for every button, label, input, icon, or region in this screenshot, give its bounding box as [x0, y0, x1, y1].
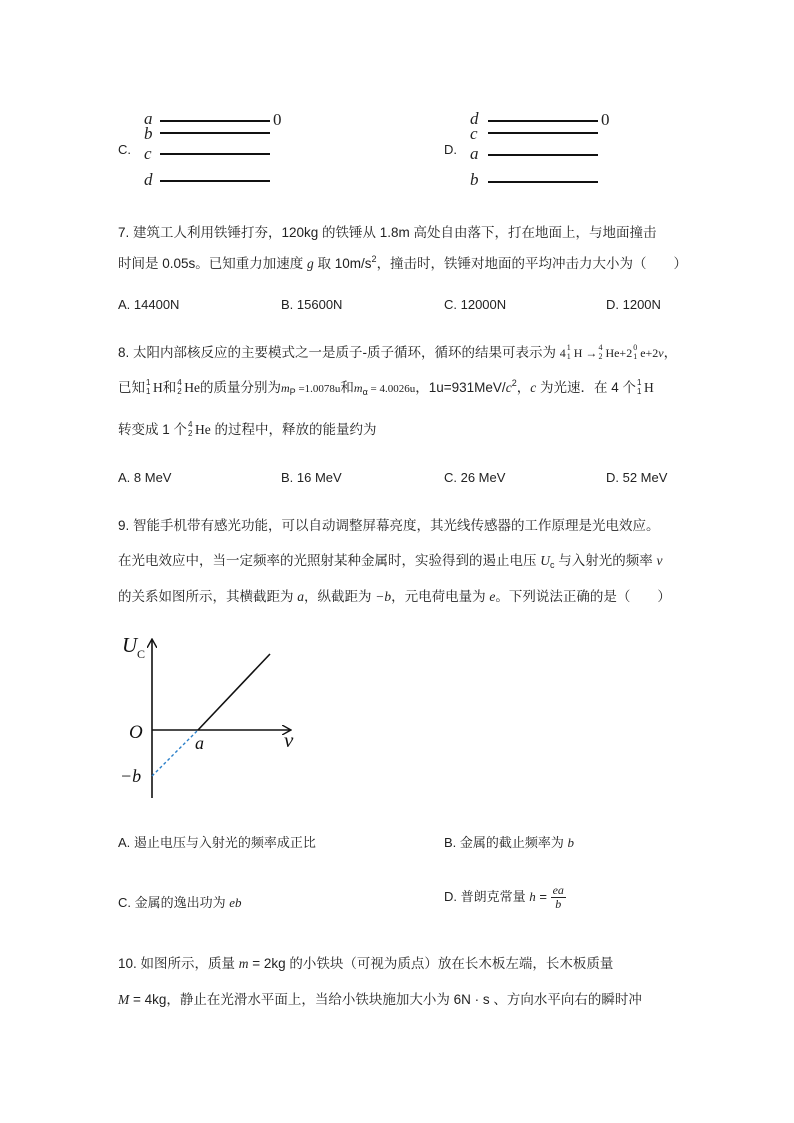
q8-option-a[interactable]: A. 8 MeV	[118, 470, 172, 485]
q9-stem-line1: 9. 智能手机带有感光功能，可以自动调整屏幕亮度，其光线传感器的工作原理是光电效应。	[118, 518, 660, 533]
q9-option-d[interactable]: D. 普朗克常量 h = $\frac{ea}{b}$	[444, 883, 564, 911]
x-axis-label: ν	[284, 728, 294, 752]
q9-stem-line2: 在光电效应中，当一定频率的光照射某种金属时，实验得到的遏止电压 $U_c$ 与入射光的频率 ν	[118, 553, 663, 570]
level-label: a	[470, 144, 479, 163]
energy-level-line	[488, 120, 598, 122]
level-label: b	[470, 170, 479, 189]
x-intercept-label: a	[195, 733, 204, 753]
level-label: b	[144, 124, 153, 143]
uc-line	[198, 654, 270, 730]
planck-fraction: $\frac{ea}{b}$	[552, 883, 564, 911]
energy-level-line	[488, 154, 598, 156]
q8-stem-line2: 已知 1 1 H和 4 2 He的质量分别为$m_P =1.0078u$和$m_\alpha = 4.0026u$，$1u=931MeV/c^2$，c 为光速．在 4 个 1 1 H	[118, 378, 654, 397]
q10-stem-line1: 10. 如图所示，质量 m = 2kg 的小铁块（可视为质点）放在长木板左端，长木板质量	[118, 956, 614, 971]
energy-level-line	[488, 132, 598, 134]
energy-level-line	[488, 181, 598, 183]
q7-stem-line1: 7. 建筑工人利用铁锤打夯，120kg 的铁锤从 1.8m 高处自由落下，打在地面上，与地面撞击	[118, 225, 657, 240]
q7-option-c[interactable]: C. 12000N	[444, 297, 507, 312]
q7-option-a[interactable]: A. 14400N	[118, 297, 180, 312]
q9-option-a[interactable]: A. 遏止电压与入射光的频率成正比	[118, 835, 316, 850]
energy-level-line	[160, 180, 270, 182]
energy-level-line	[160, 153, 270, 155]
origin-label: O	[129, 722, 143, 743]
extrapolated-dashed-line	[152, 730, 198, 776]
level-label: c	[144, 144, 152, 163]
q6-option-c-label: C.	[118, 142, 131, 157]
level-label: a	[144, 109, 153, 128]
level-label: c	[470, 124, 478, 143]
q8-option-b[interactable]: B. 16 MeV	[281, 470, 342, 485]
level-zero-label: 0	[601, 110, 610, 129]
q9-stem-line3: 的关系如图所示，其横截距为 a，纵截距为 −b，元电荷电量为 e。下列说法正确的是（ ）	[118, 589, 671, 604]
level-label: d	[144, 170, 153, 189]
q10-stem-line2: M = 4kg，静止在光滑水平面上，当给小铁块施加大小为 6N · s 、方向水平向右的瞬时冲	[118, 992, 642, 1007]
q7-stem-line2: 时间是 0.05s。已知重力加速度 g 取 $10m/s^2$，撞击时，铁锤对地面的平均冲击力大小为（ ）	[118, 254, 688, 271]
q8-option-d[interactable]: D. 52 MeV	[606, 470, 668, 485]
q9-option-c[interactable]: C. 金属的逸出功为 eb	[118, 895, 242, 910]
level-zero-label: 0	[273, 110, 282, 129]
q7-option-b[interactable]: B. 15600N	[281, 297, 343, 312]
q7-option-d[interactable]: D. 1200N	[606, 297, 661, 312]
y-axis-subscript: C	[137, 647, 146, 661]
q9-uc-nu-graph	[110, 620, 310, 805]
energy-level-line	[160, 132, 270, 134]
q9-option-b[interactable]: B. 金属的截止频率为 b	[444, 835, 575, 850]
q6-option-d-label: D.	[444, 142, 457, 157]
level-label: d	[470, 109, 479, 128]
y-intercept-label: −b	[120, 766, 142, 786]
y-axis-label: U	[122, 633, 138, 657]
q8-option-c[interactable]: C. 26 MeV	[444, 470, 506, 485]
q8-stem-line1: 8. 太阳内部核反应的主要模式之一是质子-质子循环，循环的结果可表示为 4 1 1 H → 4 2 He+2 0 1 e+2ν，	[118, 343, 678, 361]
energy-level-line	[160, 120, 270, 122]
q8-stem-line3: 转变成 1 个 4 2 He 的过程中，释放的能量约为	[118, 420, 377, 438]
